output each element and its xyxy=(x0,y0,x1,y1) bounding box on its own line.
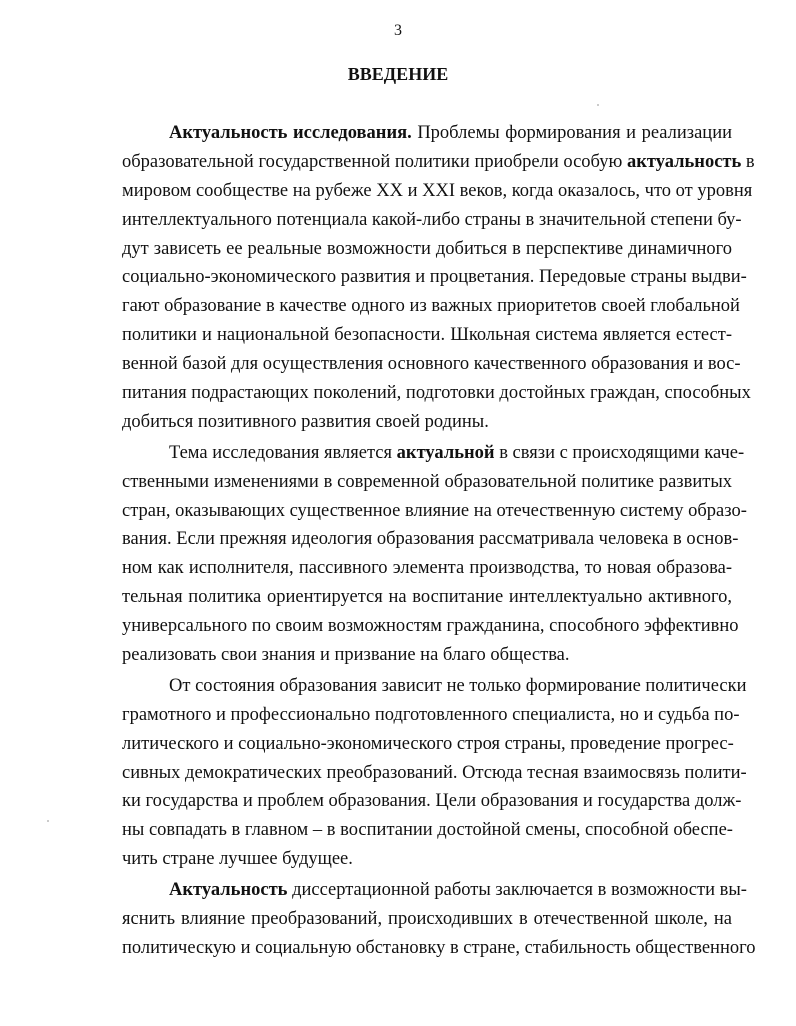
text-run: ственными изменениями в современной образовательной политике развитых xyxy=(122,471,732,492)
text-line xyxy=(122,845,732,874)
text-line xyxy=(122,321,732,350)
text-line xyxy=(122,701,740,730)
text-run: реализовать свои знания и призвание на благо общества. xyxy=(122,645,570,666)
text-run: ны совпадать в главном – в воспитании достойной смены, способной обеспе- xyxy=(122,820,733,841)
text-run: добиться позитивного развития своей родины. xyxy=(122,411,489,432)
text-run: диссертационной работы заключается в возможности вы- xyxy=(287,880,747,901)
text-run: сивных демократических преобразований. Отсюда тесная взаимосвязь полити- xyxy=(122,762,747,783)
text-line xyxy=(122,439,745,468)
text-line xyxy=(122,934,756,963)
text-run: От состояния образования зависит не только формирование политически xyxy=(169,675,747,696)
text-line xyxy=(122,787,742,816)
text-line xyxy=(122,641,732,670)
text-line xyxy=(122,816,732,845)
text-run: гают образование в качестве одного из важных приоритетов своей глобальной xyxy=(122,296,740,317)
text-line xyxy=(122,408,732,437)
text-run: венной базой для осуществления основного качественного образования и вос- xyxy=(122,354,741,375)
paragraph xyxy=(122,672,747,876)
paragraph xyxy=(122,439,747,672)
bold-text: Актуальность xyxy=(169,880,288,901)
text-run: вания. Если прежняя идеология образования рассматривала человека в основ- xyxy=(122,529,739,550)
text-line xyxy=(122,206,742,235)
text-run: дут зависеть ее реальные возможности добиться в перспективе динамичного xyxy=(122,238,732,259)
scan-speck xyxy=(47,820,49,822)
body-text xyxy=(122,119,756,963)
text-line xyxy=(122,730,732,759)
text-run: чить стране лучшее будущее. xyxy=(122,849,353,870)
text-line xyxy=(122,672,747,701)
text-run: стран, оказывающих существенное влияние на отечественную систему образо- xyxy=(122,500,747,521)
text-line xyxy=(122,119,732,148)
text-line xyxy=(122,263,747,292)
text-line xyxy=(122,292,740,321)
paragraph xyxy=(122,119,755,439)
text-line xyxy=(122,497,747,526)
text-run: Проблемы формирования и реализации xyxy=(411,123,732,143)
text-run: политическую и социальную обстановку в стране, стабильность общественного xyxy=(122,937,756,958)
paragraph xyxy=(122,876,756,963)
page-number: 3 xyxy=(394,22,402,39)
text-line xyxy=(122,876,747,905)
bold-text: актуальность xyxy=(626,151,742,172)
text-line xyxy=(122,379,751,408)
text-line xyxy=(122,235,732,264)
text-run: тельная политика ориентируется на воспитание интеллектуально активного, xyxy=(122,587,732,608)
text-line xyxy=(122,177,753,206)
section-heading: ВВЕДЕНИЕ xyxy=(347,64,449,84)
text-run: социально-экономического развития и процветания. Передовые страны выдви- xyxy=(122,267,747,288)
text-run: питания подрастающих поколений, подготовки достойных граждан, способных xyxy=(122,383,751,404)
text-run: ки государства и проблем образования. Цели образования и государства долж- xyxy=(122,791,742,812)
text-run: интеллектуального потенциала какой-либо страны в значительной степени бу- xyxy=(122,209,742,230)
text-run: универсального по своим возможностям гражданина, способного эффективно xyxy=(122,616,739,637)
bold-text: актуальной xyxy=(396,442,495,463)
text-line xyxy=(122,554,732,583)
text-run: в связи с происходящими каче- xyxy=(494,442,745,463)
text-line xyxy=(122,350,741,379)
text-run: мировом сообществе на рубеже XX и XXI веков, когда оказалось, что от уровня xyxy=(122,180,753,201)
text-run: яснить влияние преобразований, происходивших в отечественной школе, на xyxy=(122,909,732,930)
bold-text: Актуальность исследования. xyxy=(169,123,412,143)
text-run: ном как исполнителя, пассивного элемента производства, то новая образова- xyxy=(122,558,732,579)
text-line xyxy=(122,525,739,554)
text-run: грамотного и профессионально подготовленного специалиста, но и судьба по- xyxy=(122,704,740,725)
text-run: Тема исследования является xyxy=(169,442,397,463)
text-run: политики и национальной безопасности. Школьная система является естест- xyxy=(122,325,732,346)
text-line xyxy=(122,759,747,788)
scan-speck xyxy=(597,104,599,106)
text-run: в xyxy=(741,151,755,172)
text-run: образовательной государственной политики приобрели особую xyxy=(122,151,627,172)
text-line xyxy=(122,612,739,641)
text-line xyxy=(122,148,755,177)
text-line xyxy=(122,468,732,497)
text-run: литического и социально-экономического строя страны, проведение прогрес- xyxy=(122,733,734,754)
text-line xyxy=(122,905,732,934)
text-line xyxy=(122,583,732,612)
